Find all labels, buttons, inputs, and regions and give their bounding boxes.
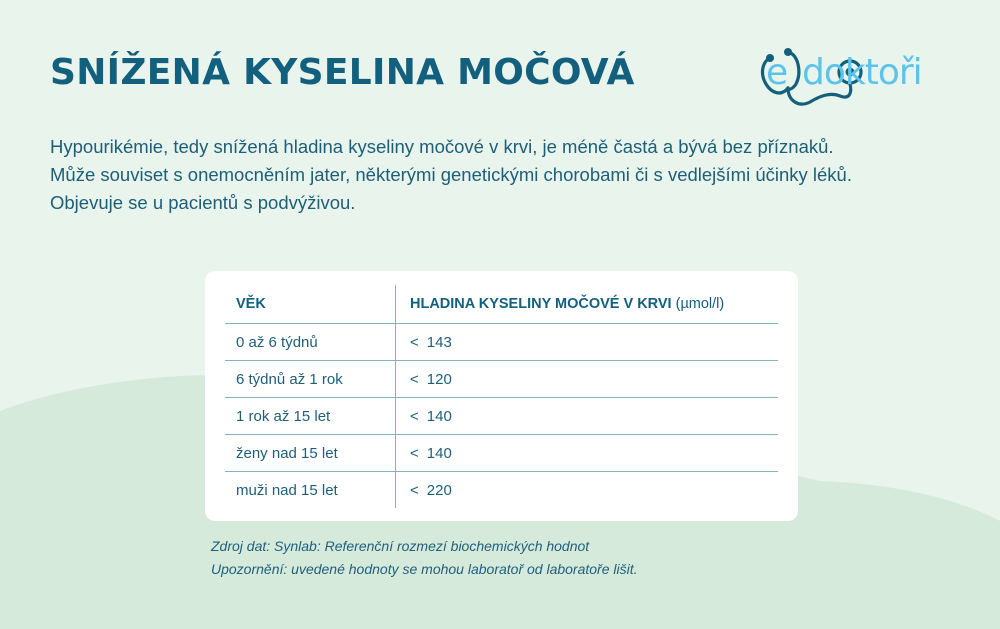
- disclaimer-note: Upozornění: uvedené hodnoty se mohou laboratoř od laboratoře lišit.: [211, 561, 638, 577]
- table-row: [225, 398, 778, 435]
- intro-line-1: Hypourikémie, tedy snížená hladina kyseliny močové v krvi, je méně častá a bývá bez příznaků.: [50, 136, 834, 157]
- intro-line-2: Může souviset s onemocněním jater, některými genetickými chorobami či s vedlejšími účinky léků.: [50, 164, 852, 185]
- cell-age: ženy nad 15 let: [225, 435, 396, 472]
- less-than-sign: <: [410, 333, 419, 351]
- header-unit: (µmol/l): [675, 296, 725, 312]
- table-row: [225, 472, 778, 509]
- cell-age: 0 až 6 týdnů: [225, 324, 396, 361]
- header-level: [396, 285, 779, 324]
- logo-wordmark: doktoři: [802, 52, 922, 93]
- value-number: 140: [426, 407, 452, 425]
- uric-acid-table: [225, 285, 778, 508]
- cell-value: [396, 472, 779, 509]
- table-row: [225, 361, 778, 398]
- data-source-note: Zdroj dat: Synlab: Referenční rozmezí biochemických hodnot: [211, 538, 590, 554]
- intro-paragraph: [50, 133, 970, 217]
- page-title: SNÍŽENÁ KYSELINA MOČOVÁ: [50, 52, 635, 93]
- table-row: [225, 324, 778, 361]
- value-number: 120: [426, 370, 452, 388]
- value-number: 143: [426, 333, 452, 351]
- cell-age: muži nad 15 let: [225, 472, 396, 509]
- footnotes: [211, 535, 638, 581]
- less-than-sign: <: [410, 370, 419, 388]
- stethoscope-icon: [758, 44, 958, 110]
- cell-value: [396, 398, 779, 435]
- logo-letter-e: e: [766, 52, 789, 93]
- header-age-label: VĚK: [236, 296, 266, 312]
- value-number: 220: [426, 481, 452, 499]
- less-than-sign: <: [410, 444, 419, 462]
- reference-values-card: [205, 271, 798, 521]
- less-than-sign: <: [410, 407, 419, 425]
- cell-value: [396, 435, 779, 472]
- cell-age: 6 týdnů až 1 rok: [225, 361, 396, 398]
- cell-value: [396, 361, 779, 398]
- table-row: [225, 435, 778, 472]
- cell-value: [396, 324, 779, 361]
- less-than-sign: <: [410, 481, 419, 499]
- header-age: [225, 285, 396, 324]
- intro-line-3: Objevuje se u pacientů s podvýživou.: [50, 192, 356, 213]
- cell-age: 1 rok až 15 let: [225, 398, 396, 435]
- table-header-row: [225, 285, 778, 324]
- header-level-label: HLADINA KYSELINY MOČOVÉ V KRVI: [410, 296, 672, 312]
- edoktori-logo[interactable]: [758, 44, 958, 110]
- value-number: 140: [426, 444, 452, 462]
